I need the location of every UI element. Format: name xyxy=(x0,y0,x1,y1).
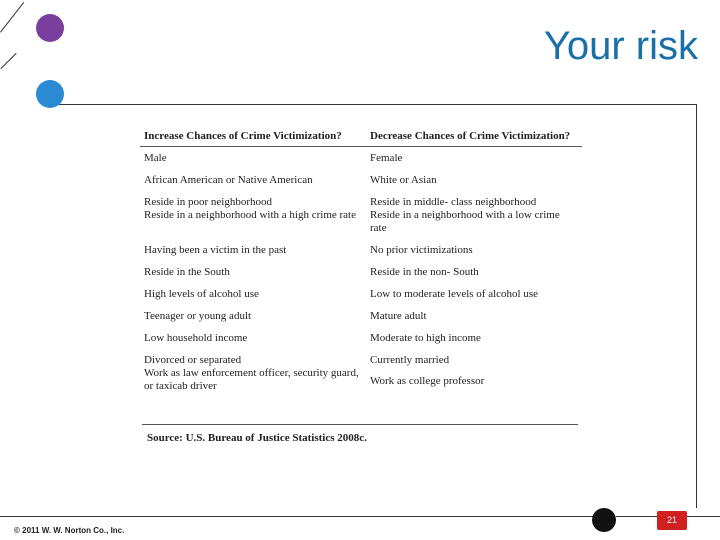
frame-bottom-line xyxy=(0,516,594,517)
cell-line: Reside in the non- South xyxy=(370,266,479,278)
table-row xyxy=(140,147,582,170)
source-text: U.S. Bureau of Justice Statistics 2008c. xyxy=(185,432,367,444)
frame-right-vertical xyxy=(696,104,697,508)
cell-decrease xyxy=(366,305,582,327)
source-label: Source: xyxy=(147,432,183,444)
cell-increase xyxy=(140,261,366,283)
purple-dot-icon xyxy=(36,14,64,42)
table-row xyxy=(140,261,582,283)
cell-decrease xyxy=(366,147,582,170)
cell-decrease xyxy=(366,283,582,305)
header-increase: Increase Chances of Crime Victimization? xyxy=(140,128,366,147)
cell-line: Low household income xyxy=(144,332,248,344)
cell-line: No prior victimizations xyxy=(370,244,473,256)
cell-decrease xyxy=(366,349,582,397)
cell-line: Low to moderate levels of alcohol use xyxy=(370,288,539,300)
cell-line: Divorced or separated xyxy=(144,354,242,366)
frame-top-line xyxy=(0,2,24,33)
cell-increase xyxy=(140,327,366,349)
risk-table-body xyxy=(140,147,582,398)
cell-line: Reside in middle- class neighborhood xyxy=(370,196,537,208)
cell-line: Reside in a neighborhood with a high crime rate xyxy=(144,209,356,221)
risk-table xyxy=(140,128,582,397)
table-row xyxy=(140,305,582,327)
copyright: © 2011 W. W. Norton Co., Inc. xyxy=(14,526,125,535)
cell-decrease xyxy=(366,327,582,349)
table-row xyxy=(140,239,582,261)
cell-line: Reside in the South xyxy=(144,266,230,278)
table-row xyxy=(140,327,582,349)
cell-line: Teenager or young adult xyxy=(144,310,252,322)
cell-line: Work as college professor xyxy=(370,375,485,387)
slide-title: Your risk xyxy=(543,24,698,68)
cell-increase xyxy=(140,305,366,327)
page-number-badge: 21 xyxy=(657,511,687,530)
cell-increase xyxy=(140,239,366,261)
table-row xyxy=(140,349,582,397)
source-divider xyxy=(142,424,578,425)
cell-increase xyxy=(140,283,366,305)
cell-line: Work as law enforcement officer, security guard, or taxicab driver xyxy=(144,367,359,392)
cell-line: Currently married xyxy=(370,354,450,366)
cell-line: Reside in poor neighborhood xyxy=(144,196,273,208)
blue-dot-icon xyxy=(36,80,64,108)
cell-line: Mature adult xyxy=(370,310,427,322)
cell-line: Male xyxy=(144,152,167,164)
cell-decrease xyxy=(366,239,582,261)
cell-line: Reside in a neighborhood with a low crime rate xyxy=(370,209,560,234)
frame-left-line xyxy=(50,104,696,105)
cell-decrease xyxy=(366,169,582,191)
frame-diagonal-left xyxy=(0,53,16,69)
cell-line: White or Asian xyxy=(370,174,437,186)
cell-decrease xyxy=(366,191,582,239)
cell-increase xyxy=(140,349,366,397)
cell-increase xyxy=(140,147,366,170)
cell-decrease xyxy=(366,261,582,283)
cell-line: Moderate to high income xyxy=(370,332,481,344)
cell-line: African American or Native American xyxy=(144,174,313,186)
table-header-row xyxy=(140,128,582,147)
cell-line: Having been a victim in the past xyxy=(144,244,287,256)
black-dot-icon xyxy=(592,508,616,532)
cell-increase xyxy=(140,169,366,191)
table-row xyxy=(140,191,582,239)
header-decrease: Decrease Chances of Crime Victimization? xyxy=(366,128,582,147)
table-row xyxy=(140,169,582,191)
cell-increase xyxy=(140,191,366,239)
source-note xyxy=(147,432,367,444)
table-row xyxy=(140,283,582,305)
cell-line: Female xyxy=(370,152,403,164)
cell-line: High levels of alcohol use xyxy=(144,288,259,300)
